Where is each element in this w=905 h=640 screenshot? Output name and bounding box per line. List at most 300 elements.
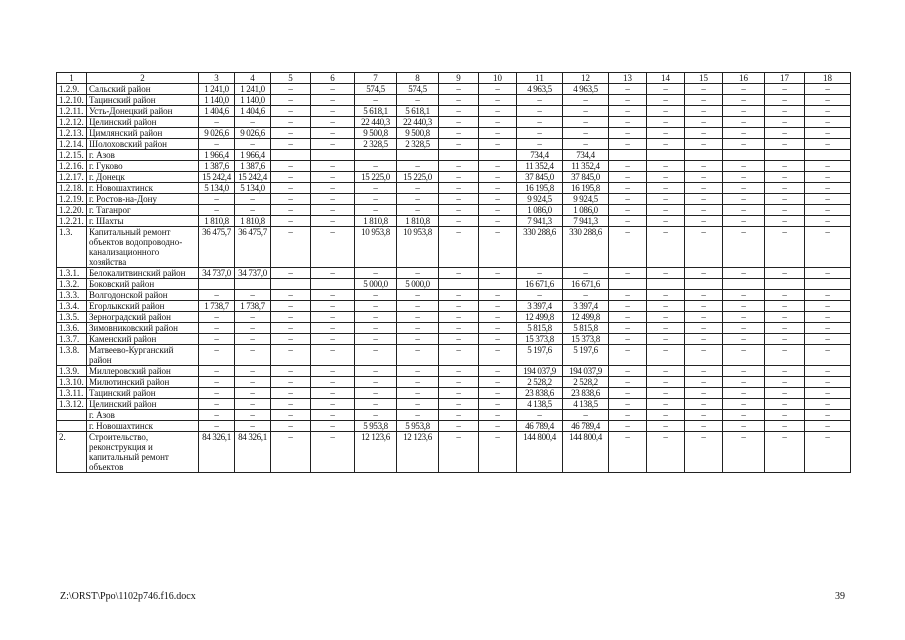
row-number: 1.2.19.: [57, 194, 87, 205]
value-cell: –: [647, 410, 685, 421]
value-cell: –: [235, 323, 271, 334]
value-cell: –: [271, 334, 311, 345]
value-cell: –: [311, 194, 355, 205]
value-cell: –: [723, 388, 765, 399]
value-cell: –: [647, 377, 685, 388]
table-row: [57, 268, 851, 279]
value-cell: –: [439, 161, 479, 172]
value-cell: 10 953,8: [355, 227, 397, 268]
value-cell: –: [609, 377, 647, 388]
value-cell: –: [517, 290, 563, 301]
value-cell: –: [311, 106, 355, 117]
value-cell: –: [685, 268, 723, 279]
value-cell: 2 328,5: [355, 139, 397, 150]
table-row: [57, 399, 851, 410]
value-cell: –: [609, 366, 647, 377]
value-cell: [723, 279, 765, 290]
value-cell: 4 963,5: [517, 84, 563, 95]
value-cell: –: [271, 301, 311, 312]
value-cell: –: [439, 290, 479, 301]
value-cell: 46 789,4: [517, 421, 563, 432]
value-cell: –: [479, 139, 517, 150]
value-cell: 15 225,0: [397, 172, 439, 183]
value-cell: 1 387,6: [235, 161, 271, 172]
value-cell: –: [355, 366, 397, 377]
row-number: 1.3.10.: [57, 377, 87, 388]
value-cell: –: [439, 432, 479, 473]
column-header: 17: [765, 73, 805, 84]
value-cell: 37 845,0: [563, 172, 609, 183]
value-cell: –: [685, 334, 723, 345]
value-cell: –: [397, 95, 439, 106]
value-cell: 9 500,8: [355, 128, 397, 139]
value-cell: –: [765, 377, 805, 388]
row-label: Шолоховский район: [87, 139, 199, 150]
value-cell: –: [517, 95, 563, 106]
value-cell: –: [479, 421, 517, 432]
value-cell: –: [563, 95, 609, 106]
value-cell: –: [517, 410, 563, 421]
value-cell: –: [235, 377, 271, 388]
value-cell: –: [199, 366, 235, 377]
value-cell: –: [199, 290, 235, 301]
value-cell: 22 440,3: [397, 117, 439, 128]
value-cell: –: [439, 84, 479, 95]
value-cell: –: [439, 139, 479, 150]
value-cell: –: [517, 139, 563, 150]
row-number: [57, 410, 87, 421]
row-number: 1.2.16.: [57, 161, 87, 172]
value-cell: –: [609, 432, 647, 473]
value-cell: [397, 150, 439, 161]
row-number: 1.2.20.: [57, 205, 87, 216]
value-cell: –: [805, 399, 851, 410]
value-cell: –: [765, 139, 805, 150]
value-cell: –: [723, 323, 765, 334]
value-cell: [805, 150, 851, 161]
value-cell: 3 397,4: [563, 301, 609, 312]
value-cell: –: [723, 268, 765, 279]
value-cell: –: [439, 128, 479, 139]
value-cell: –: [271, 117, 311, 128]
value-cell: –: [609, 128, 647, 139]
value-cell: –: [397, 345, 439, 366]
table-row: [57, 227, 851, 268]
value-cell: –: [609, 216, 647, 227]
value-cell: 4 138,5: [517, 399, 563, 410]
value-cell: –: [685, 323, 723, 334]
value-cell: –: [311, 334, 355, 345]
value-cell: –: [723, 290, 765, 301]
value-cell: –: [647, 366, 685, 377]
value-cell: –: [685, 366, 723, 377]
row-number: 1.3.6.: [57, 323, 87, 334]
column-header: 14: [647, 73, 685, 84]
value-cell: –: [479, 377, 517, 388]
value-cell: –: [479, 399, 517, 410]
value-cell: –: [397, 312, 439, 323]
value-cell: 1 241,0: [235, 84, 271, 95]
table-row: [57, 421, 851, 432]
value-cell: –: [609, 312, 647, 323]
value-cell: –: [805, 410, 851, 421]
value-cell: –: [479, 95, 517, 106]
value-cell: 574,5: [397, 84, 439, 95]
value-cell: 9 026,6: [235, 128, 271, 139]
value-cell: –: [439, 410, 479, 421]
row-number: 1.2.14.: [57, 139, 87, 150]
value-cell: [765, 150, 805, 161]
row-number: 1.2.13.: [57, 128, 87, 139]
value-cell: 194 037,9: [517, 366, 563, 377]
value-cell: –: [685, 194, 723, 205]
value-cell: 2 528,2: [563, 377, 609, 388]
column-header: 16: [723, 73, 765, 84]
page-number: 39: [835, 591, 845, 602]
value-cell: –: [439, 301, 479, 312]
value-cell: –: [271, 410, 311, 421]
value-cell: –: [685, 345, 723, 366]
value-cell: –: [723, 410, 765, 421]
value-cell: –: [271, 421, 311, 432]
value-cell: 5 815,8: [563, 323, 609, 334]
row-number: 1.2.17.: [57, 172, 87, 183]
row-number: 1.2.15.: [57, 150, 87, 161]
value-cell: 1 966,4: [199, 150, 235, 161]
value-cell: –: [517, 106, 563, 117]
table-row: [57, 172, 851, 183]
value-cell: 9 924,5: [517, 194, 563, 205]
value-cell: –: [805, 312, 851, 323]
column-header: 8: [397, 73, 439, 84]
value-cell: 23 838,6: [517, 388, 563, 399]
value-cell: –: [765, 161, 805, 172]
value-cell: –: [805, 301, 851, 312]
row-label: г. Ростов-на-Дону: [87, 194, 199, 205]
value-cell: –: [805, 161, 851, 172]
value-cell: –: [685, 227, 723, 268]
value-cell: –: [517, 117, 563, 128]
value-cell: –: [685, 432, 723, 473]
value-cell: 1 810,8: [235, 216, 271, 227]
value-cell: –: [311, 161, 355, 172]
value-cell: –: [355, 345, 397, 366]
value-cell: [609, 279, 647, 290]
value-cell: –: [765, 95, 805, 106]
row-label: г. Гуково: [87, 161, 199, 172]
value-cell: 5 618,1: [355, 106, 397, 117]
value-cell: 574,5: [355, 84, 397, 95]
value-cell: 1 738,7: [235, 301, 271, 312]
value-cell: –: [311, 410, 355, 421]
value-cell: –: [479, 128, 517, 139]
value-cell: –: [479, 268, 517, 279]
value-cell: –: [805, 432, 851, 473]
value-cell: –: [805, 205, 851, 216]
value-cell: –: [397, 161, 439, 172]
value-cell: [479, 279, 517, 290]
table-row: [57, 95, 851, 106]
value-cell: 1 810,8: [199, 216, 235, 227]
value-cell: –: [765, 268, 805, 279]
value-cell: –: [311, 139, 355, 150]
value-cell: –: [479, 334, 517, 345]
value-cell: –: [563, 117, 609, 128]
value-cell: –: [271, 139, 311, 150]
value-cell: –: [765, 432, 805, 473]
row-number: 1.3.8.: [57, 345, 87, 366]
value-cell: –: [647, 399, 685, 410]
value-cell: –: [235, 205, 271, 216]
value-cell: 11 352,4: [563, 161, 609, 172]
value-cell: –: [805, 172, 851, 183]
value-cell: –: [271, 323, 311, 334]
value-cell: –: [647, 301, 685, 312]
value-cell: –: [235, 334, 271, 345]
value-cell: –: [685, 216, 723, 227]
value-cell: [199, 279, 235, 290]
value-cell: –: [609, 334, 647, 345]
value-cell: [723, 150, 765, 161]
value-cell: 15 242,4: [235, 172, 271, 183]
value-cell: –: [805, 84, 851, 95]
value-cell: –: [609, 117, 647, 128]
value-cell: 84 326,1: [199, 432, 235, 473]
row-label: Зерноградский район: [87, 312, 199, 323]
table-header-row: [57, 73, 851, 84]
value-cell: 7 941,3: [563, 216, 609, 227]
table-row: [57, 366, 851, 377]
value-cell: –: [439, 334, 479, 345]
value-cell: 15 242,4: [199, 172, 235, 183]
row-label: Целинский район: [87, 117, 199, 128]
table-row: [57, 388, 851, 399]
value-cell: 16 195,8: [517, 183, 563, 194]
value-cell: –: [271, 388, 311, 399]
row-label: Матвеево-Курганский район: [87, 345, 199, 366]
value-cell: –: [271, 366, 311, 377]
value-cell: –: [805, 323, 851, 334]
value-cell: 1 140,0: [199, 95, 235, 106]
value-cell: 12 123,6: [355, 432, 397, 473]
value-cell: –: [397, 399, 439, 410]
value-cell: –: [685, 128, 723, 139]
value-cell: –: [311, 301, 355, 312]
value-cell: –: [355, 183, 397, 194]
value-cell: –: [609, 205, 647, 216]
value-cell: –: [609, 227, 647, 268]
value-cell: –: [397, 194, 439, 205]
value-cell: –: [479, 161, 517, 172]
value-cell: [439, 279, 479, 290]
value-cell: 15 225,0: [355, 172, 397, 183]
value-cell: 144 800,4: [563, 432, 609, 473]
row-label: Сальский район: [87, 84, 199, 95]
value-cell: 330 288,6: [517, 227, 563, 268]
value-cell: –: [439, 323, 479, 334]
value-cell: –: [271, 194, 311, 205]
value-cell: –: [311, 290, 355, 301]
row-label: г. Шахты: [87, 216, 199, 227]
value-cell: [311, 150, 355, 161]
value-cell: –: [355, 194, 397, 205]
row-number: 1.3.12.: [57, 399, 87, 410]
value-cell: –: [235, 366, 271, 377]
value-cell: –: [765, 421, 805, 432]
value-cell: –: [479, 290, 517, 301]
column-header: 10: [479, 73, 517, 84]
value-cell: –: [647, 128, 685, 139]
value-cell: –: [199, 205, 235, 216]
value-cell: –: [723, 106, 765, 117]
value-cell: 1 086,0: [517, 205, 563, 216]
table-row: [57, 106, 851, 117]
value-cell: 15 373,8: [563, 334, 609, 345]
value-cell: –: [355, 399, 397, 410]
value-cell: –: [609, 410, 647, 421]
column-header: 18: [805, 73, 851, 84]
value-cell: 9 026,6: [199, 128, 235, 139]
value-cell: –: [479, 183, 517, 194]
value-cell: –: [685, 290, 723, 301]
value-cell: –: [397, 301, 439, 312]
value-cell: –: [685, 312, 723, 323]
value-cell: 1 966,4: [235, 150, 271, 161]
row-label: Зимовниковский район: [87, 323, 199, 334]
value-cell: –: [563, 268, 609, 279]
value-cell: –: [479, 366, 517, 377]
value-cell: –: [765, 84, 805, 95]
row-number: 1.2.18.: [57, 183, 87, 194]
value-cell: –: [479, 301, 517, 312]
value-cell: –: [647, 194, 685, 205]
table-row: [57, 377, 851, 388]
row-label: Усть-Донецкий район: [87, 106, 199, 117]
value-cell: –: [311, 84, 355, 95]
value-cell: –: [271, 84, 311, 95]
row-number: 1.3.3.: [57, 290, 87, 301]
value-cell: –: [311, 312, 355, 323]
value-cell: –: [355, 312, 397, 323]
value-cell: –: [723, 399, 765, 410]
row-label: г. Донецк: [87, 172, 199, 183]
row-number: 1.2.11.: [57, 106, 87, 117]
value-cell: 1 738,7: [199, 301, 235, 312]
value-cell: 15 373,8: [517, 334, 563, 345]
value-cell: –: [723, 205, 765, 216]
value-cell: –: [311, 117, 355, 128]
value-cell: –: [685, 183, 723, 194]
value-cell: –: [723, 84, 765, 95]
value-cell: –: [271, 345, 311, 366]
value-cell: 1 404,6: [235, 106, 271, 117]
value-cell: –: [439, 377, 479, 388]
value-cell: –: [355, 301, 397, 312]
column-header: 11: [517, 73, 563, 84]
value-cell: –: [199, 388, 235, 399]
value-cell: –: [439, 95, 479, 106]
value-cell: 4 963,5: [563, 84, 609, 95]
value-cell: –: [723, 128, 765, 139]
value-cell: –: [397, 323, 439, 334]
value-cell: –: [271, 377, 311, 388]
value-cell: –: [685, 377, 723, 388]
value-cell: 1 387,6: [199, 161, 235, 172]
table-row: [57, 139, 851, 150]
table-row: [57, 290, 851, 301]
value-cell: 1 404,6: [199, 106, 235, 117]
value-cell: 1 086,0: [563, 205, 609, 216]
value-cell: –: [609, 84, 647, 95]
value-cell: –: [235, 421, 271, 432]
value-cell: –: [271, 268, 311, 279]
value-cell: –: [647, 388, 685, 399]
value-cell: –: [397, 388, 439, 399]
value-cell: –: [479, 117, 517, 128]
value-cell: –: [439, 183, 479, 194]
value-cell: –: [439, 227, 479, 268]
value-cell: –: [199, 117, 235, 128]
value-cell: –: [723, 432, 765, 473]
value-cell: –: [723, 377, 765, 388]
row-label: Каменский район: [87, 334, 199, 345]
column-header: 4: [235, 73, 271, 84]
value-cell: –: [271, 161, 311, 172]
value-cell: –: [199, 312, 235, 323]
value-cell: –: [765, 410, 805, 421]
value-cell: –: [685, 399, 723, 410]
value-cell: 12 123,6: [397, 432, 439, 473]
value-cell: 7 941,3: [517, 216, 563, 227]
value-cell: 9 924,5: [563, 194, 609, 205]
column-header: 15: [685, 73, 723, 84]
value-cell: –: [723, 301, 765, 312]
value-cell: [439, 150, 479, 161]
value-cell: –: [311, 345, 355, 366]
value-cell: [235, 279, 271, 290]
table-row: [57, 128, 851, 139]
value-cell: 1 241,0: [199, 84, 235, 95]
row-label: Волгодонской район: [87, 290, 199, 301]
value-cell: –: [311, 183, 355, 194]
table-row: [57, 216, 851, 227]
table-row: [57, 205, 851, 216]
table-row: [57, 279, 851, 290]
value-cell: –: [311, 268, 355, 279]
value-cell: 22 440,3: [355, 117, 397, 128]
value-cell: –: [765, 290, 805, 301]
value-cell: –: [271, 312, 311, 323]
value-cell: –: [647, 345, 685, 366]
value-cell: –: [609, 399, 647, 410]
table-row: [57, 432, 851, 473]
row-number: 1.2.10.: [57, 95, 87, 106]
row-label: Миллеровский район: [87, 366, 199, 377]
value-cell: –: [765, 227, 805, 268]
value-cell: –: [311, 323, 355, 334]
value-cell: 12 499,8: [517, 312, 563, 323]
value-cell: –: [311, 432, 355, 473]
value-cell: –: [355, 388, 397, 399]
value-cell: –: [439, 421, 479, 432]
value-cell: –: [311, 128, 355, 139]
value-cell: –: [271, 227, 311, 268]
value-cell: 10 953,8: [397, 227, 439, 268]
value-cell: –: [235, 117, 271, 128]
value-cell: 23 838,6: [563, 388, 609, 399]
value-cell: –: [685, 205, 723, 216]
value-cell: –: [647, 334, 685, 345]
